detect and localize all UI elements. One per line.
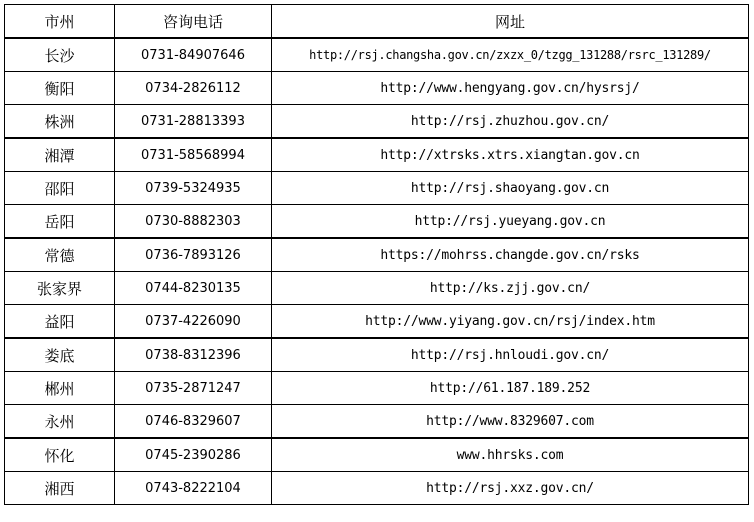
phone-cell: 0731-58568994: [115, 138, 272, 172]
header-phone: 咨询电话: [115, 5, 272, 39]
city-cell: 湘西: [5, 472, 115, 505]
phone-cell: 0731-84907646: [115, 38, 272, 72]
city-cell: 郴州: [5, 372, 115, 405]
phone-cell: 0745-2390286: [115, 438, 272, 472]
table-row: [5, 472, 749, 505]
table-row: [5, 338, 749, 372]
phone-cell: 0735-2871247: [115, 372, 272, 405]
header-city: 市州: [5, 5, 115, 39]
city-cell: 邵阳: [5, 172, 115, 205]
table-row: [5, 205, 749, 239]
city-cell: 永州: [5, 405, 115, 439]
url-link[interactable]: http://xtrsks.xtrs.xiangtan.gov.cn: [272, 138, 749, 172]
city-cell: 娄底: [5, 338, 115, 372]
header-url: 网址: [272, 5, 749, 39]
url-link[interactable]: http://rsj.shaoyang.gov.cn: [272, 172, 749, 205]
city-cell: 岳阳: [5, 205, 115, 239]
city-cell: 长沙: [5, 38, 115, 72]
url-link[interactable]: http://www.hengyang.gov.cn/hysrsj/: [272, 72, 749, 105]
phone-cell: 0736-7893126: [115, 238, 272, 272]
city-cell: 株洲: [5, 105, 115, 139]
table-row: [5, 305, 749, 339]
table-row: [5, 272, 749, 305]
url-link[interactable]: http://www.8329607.com: [272, 405, 749, 439]
table-row: [5, 105, 749, 139]
city-cell: 怀化: [5, 438, 115, 472]
table-row: [5, 238, 749, 272]
url-link[interactable]: http://rsj.changsha.gov.cn/zxzx_0/tzgg_131288/rsrc_131289/: [272, 38, 749, 72]
table-row: [5, 138, 749, 172]
contact-table: [4, 4, 749, 505]
url-link[interactable]: http://www.yiyang.gov.cn/rsj/index.htm: [272, 305, 749, 339]
table-header-row: [5, 5, 749, 39]
phone-cell: 0730-8882303: [115, 205, 272, 239]
table-row: [5, 405, 749, 439]
city-cell: 湘潭: [5, 138, 115, 172]
phone-cell: 0743-8222104: [115, 472, 272, 505]
phone-cell: 0731-28813393: [115, 105, 272, 139]
url-link[interactable]: http://rsj.zhuzhou.gov.cn/: [272, 105, 749, 139]
table-row: [5, 172, 749, 205]
city-cell: 张家界: [5, 272, 115, 305]
table-row: [5, 372, 749, 405]
city-cell: 常德: [5, 238, 115, 272]
url-link[interactable]: www.hhrsks.com: [272, 438, 749, 472]
phone-cell: 0744-8230135: [115, 272, 272, 305]
city-cell: 益阳: [5, 305, 115, 339]
phone-cell: 0738-8312396: [115, 338, 272, 372]
url-link[interactable]: http://ks.zjj.gov.cn/: [272, 272, 749, 305]
phone-cell: 0737-4226090: [115, 305, 272, 339]
table-row: [5, 438, 749, 472]
table-row: [5, 72, 749, 105]
city-cell: 衡阳: [5, 72, 115, 105]
phone-cell: 0739-5324935: [115, 172, 272, 205]
url-link[interactable]: http://rsj.yueyang.gov.cn: [272, 205, 749, 239]
url-link[interactable]: https://mohrss.changde.gov.cn/rsks: [272, 238, 749, 272]
url-link[interactable]: http://rsj.hnloudi.gov.cn/: [272, 338, 749, 372]
url-link[interactable]: http://61.187.189.252: [272, 372, 749, 405]
phone-cell: 0746-8329607: [115, 405, 272, 439]
phone-cell: 0734-2826112: [115, 72, 272, 105]
url-link[interactable]: http://rsj.xxz.gov.cn/: [272, 472, 749, 505]
table-row: [5, 38, 749, 72]
